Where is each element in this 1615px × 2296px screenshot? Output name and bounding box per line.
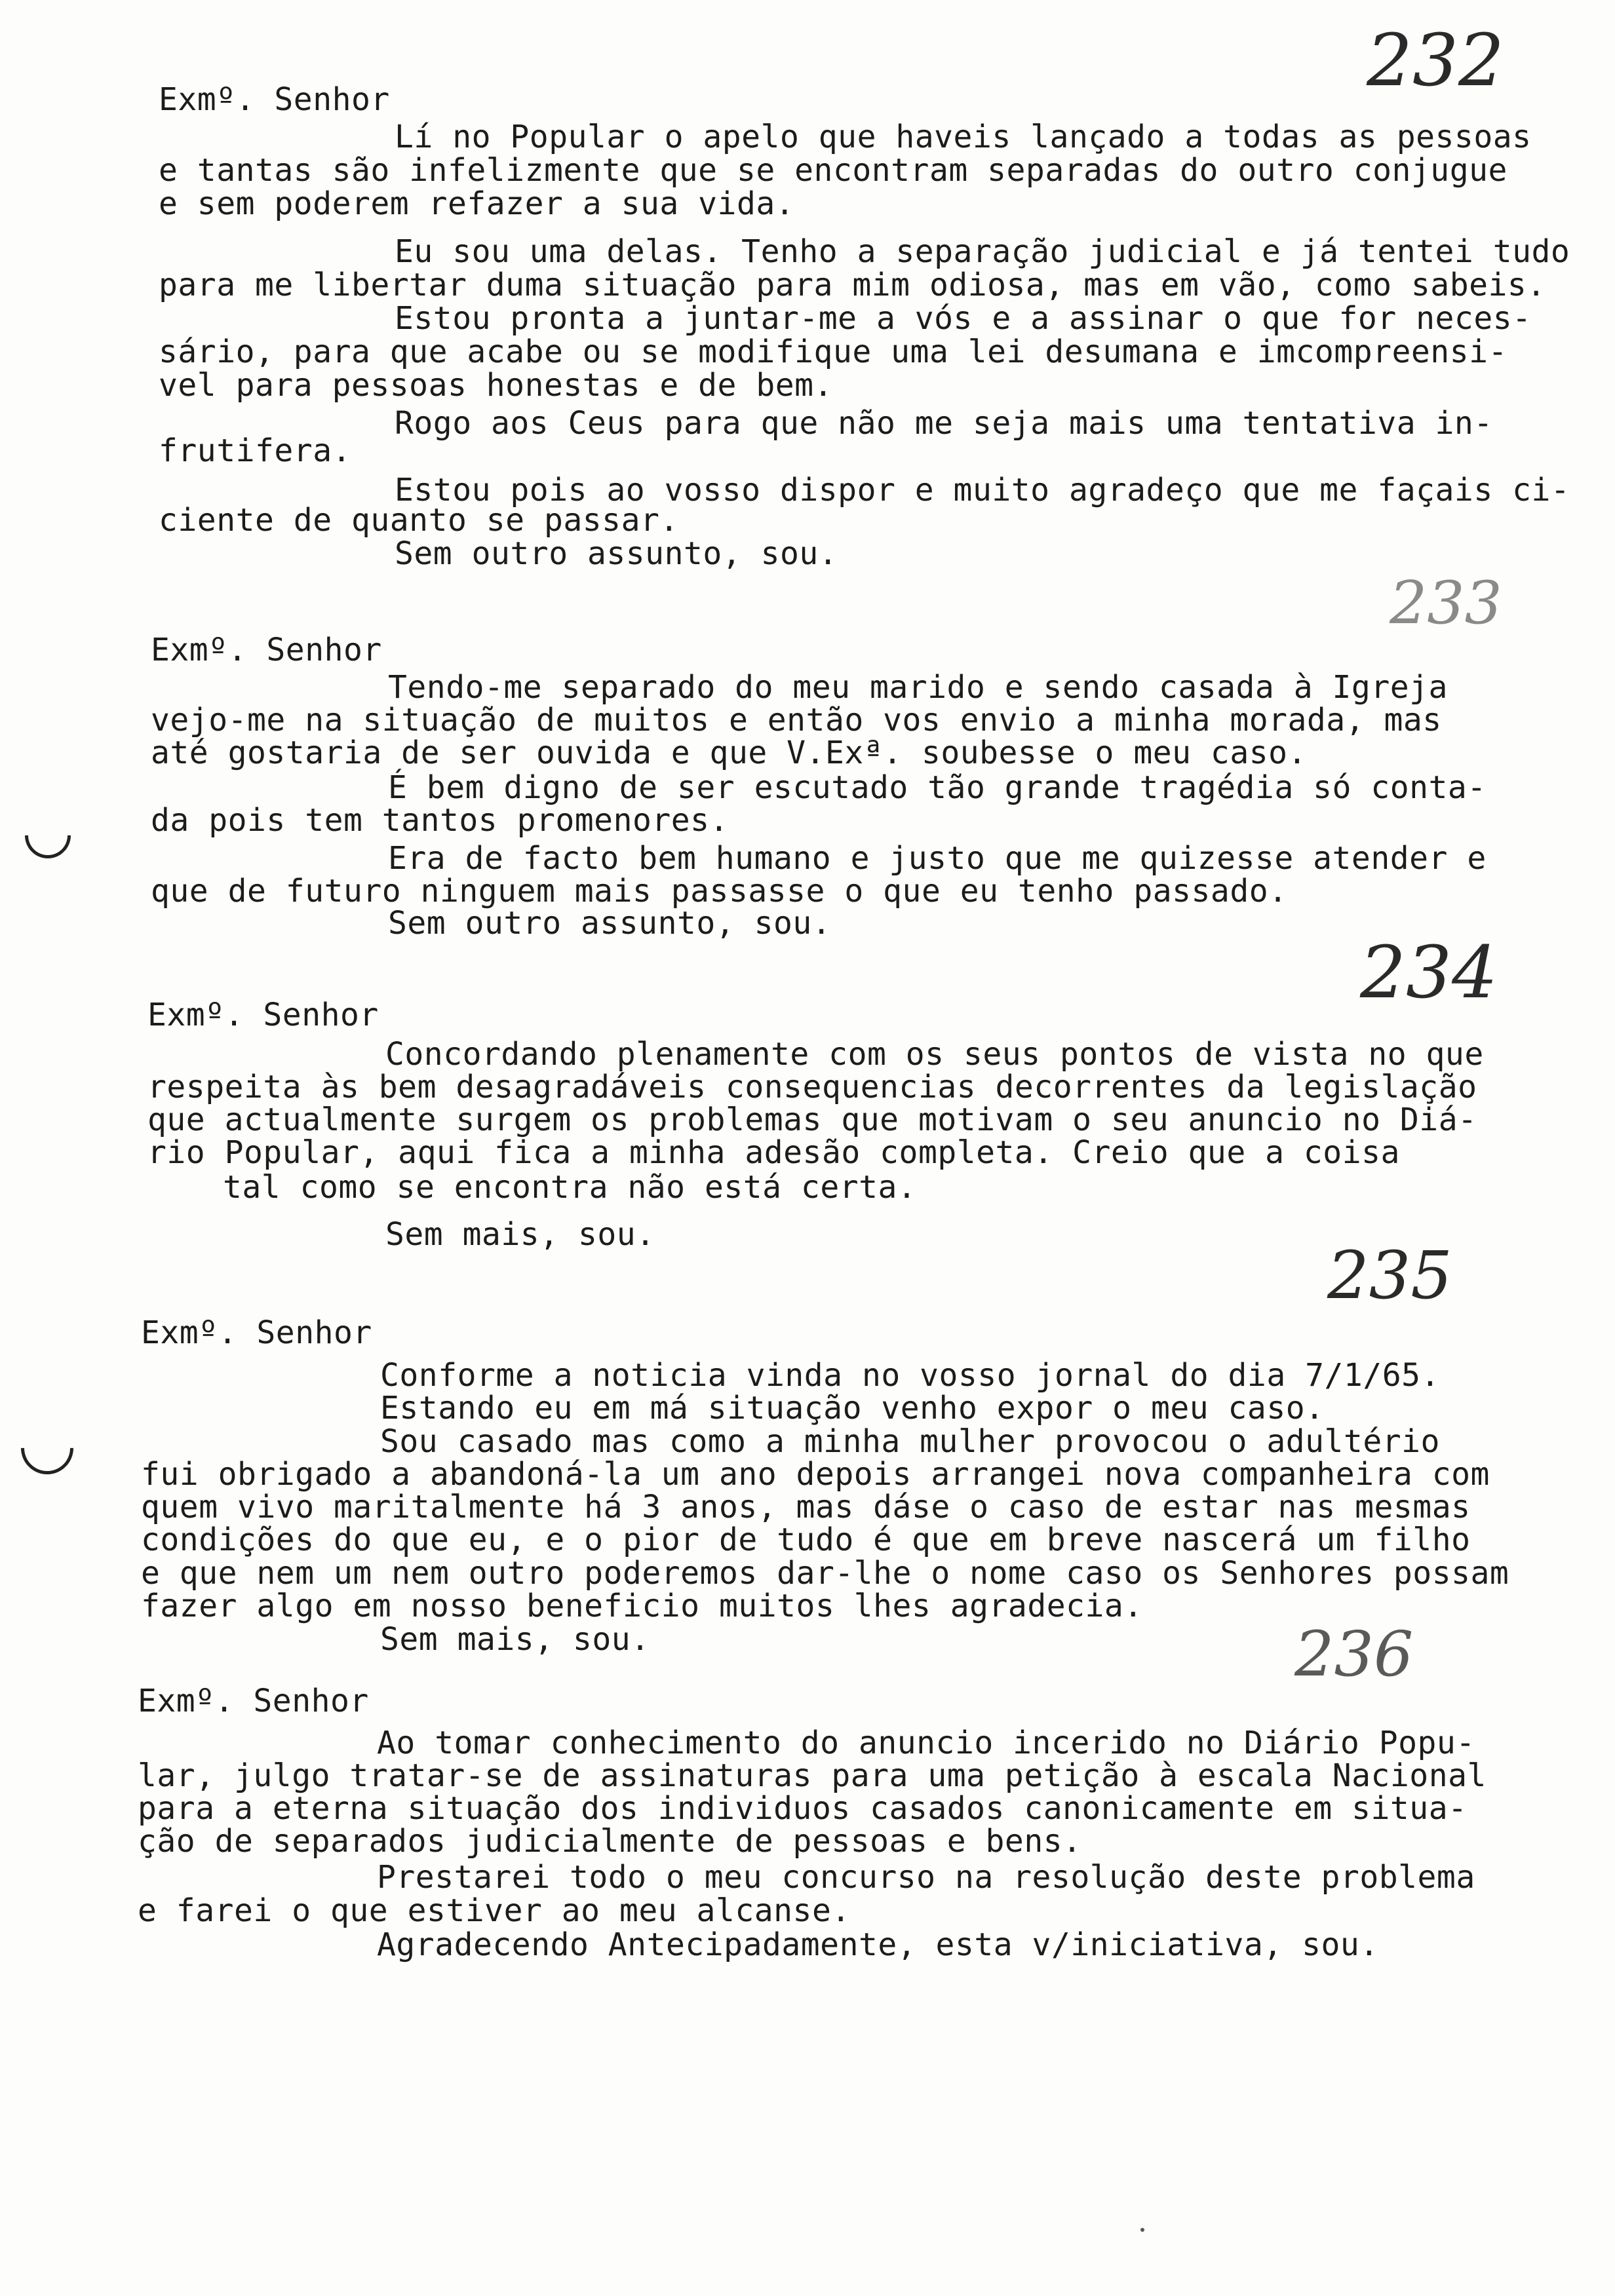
letter-line: Rogo aos Ceus para que não me seja mais uma tentativa in- xyxy=(395,405,1493,442)
letter-line: rio Popular, aqui fica a minha adesão completa. Creio que a coisa xyxy=(147,1134,1400,1171)
letter-line: que de futuro ninguem mais passasse o que eu tenho passado. xyxy=(151,873,1288,909)
punch-hole-mark xyxy=(16,803,81,868)
letter-line: e que nem um nem outro poderemos dar-lhe o nome caso os Senhores possam xyxy=(141,1555,1509,1592)
letter-line: vel para pessoas honestas e de bem. xyxy=(159,367,833,404)
handwritten-number: 233 xyxy=(1390,569,1502,638)
letter-line: Conforme a noticia vinda no vosso jornal do dia 7/1/65. xyxy=(380,1357,1440,1394)
letter-line: Tendo-me separado do meu marido e sendo casada à Igreja xyxy=(388,669,1448,706)
letter-line: Estou pois ao vosso dispor e muito agradeço que me façais ci- xyxy=(395,472,1570,508)
letter-line: e tantas são infelizmente que se encontram separadas do outro conjugue xyxy=(159,152,1508,189)
letter-line: Concordando plenamente com os seus pontos de vista no que xyxy=(385,1036,1484,1073)
handwritten-number: 232 xyxy=(1367,18,1504,102)
letter-line: É bem digno de ser escutado tão grande tragédia só conta- xyxy=(388,769,1487,806)
letter-line: frutifera. xyxy=(159,432,351,469)
letter-greeting: Exmº. Senhor xyxy=(147,997,379,1033)
letter-line: para a eterna situação dos individuos casados canonicamente em situa- xyxy=(138,1790,1468,1827)
letter-line: Sem outro assunto, sou. xyxy=(395,535,838,572)
letter-greeting: Exmº. Senhor xyxy=(138,1683,369,1719)
letter-line: lar, julgo tratar-se de assinaturas para uma petição à escala Nacional xyxy=(138,1757,1487,1794)
handwritten-number: 235 xyxy=(1327,1237,1452,1314)
punch-hole-mark xyxy=(10,1411,84,1485)
handwritten-number: 236 xyxy=(1294,1618,1414,1691)
letter-line: Agradecendo Antecipadamente, esta v/iniciativa, sou. xyxy=(377,1926,1379,1963)
letter-line: Era de facto bem humano e justo que me quizesse atender e xyxy=(388,840,1487,877)
paper-speck xyxy=(1140,2228,1144,2232)
letter-line: da pois tem tantos promenores. xyxy=(151,802,729,839)
letter-line: Sem outro assunto, sou. xyxy=(388,905,832,942)
letter-line: Eu sou uma delas. Tenho a separação judicial e já tentei tudo xyxy=(395,233,1570,270)
letter-line: para me libertar duma situação para mim odiosa, mas em vão, como sabeis. xyxy=(159,267,1546,303)
letter-line: Ao tomar conhecimento do anuncio incerido no Diário Popu- xyxy=(377,1725,1475,1761)
letter-line: e farei o que estiver ao meu alcanse. xyxy=(138,1892,851,1929)
letter-line: respeita às bem desagradáveis consequencias decorrentes da legislação xyxy=(147,1069,1477,1105)
letter-line: Lí no Popular o apelo que haveis lançado a todas as pessoas xyxy=(395,119,1532,155)
letter-line: tal como se encontra não está certa. xyxy=(223,1169,917,1206)
letter-line: Estou pronta a juntar-me a vós e a assinar o que for neces- xyxy=(395,300,1532,337)
letter-greeting: Exmº. Senhor xyxy=(151,632,382,668)
letter-line: Estando eu em má situação venho expor o meu caso. xyxy=(380,1390,1325,1426)
letter-line: fazer algo em nosso beneficio muitos lhes agradecia. xyxy=(141,1588,1143,1624)
letter-line: até gostaria de ser ouvida e que V.Exª. soubesse o meu caso. xyxy=(151,735,1307,771)
letter-line: fui obrigado a abandoná-la um ano depois arrangei nova companheira com xyxy=(141,1456,1490,1493)
letter-line: ciente de quanto se passar. xyxy=(159,502,679,539)
letter-greeting: Exmº. Senhor xyxy=(141,1314,372,1351)
letter-line: Sem mais, sou. xyxy=(385,1216,655,1253)
letter-line: quem vivo maritalmente há 3 anos, mas dáse o caso de estar nas mesmas xyxy=(141,1489,1471,1525)
letter-line: vejo-me na situação de muitos e então vos envio a minha morada, mas xyxy=(151,702,1442,738)
letter-line: que actualmente surgem os problemas que motivam o seu anuncio no Diá- xyxy=(147,1101,1477,1138)
letter-line: Sem mais, sou. xyxy=(380,1621,650,1658)
letter-line: Prestarei todo o meu concurso na resolução deste problema xyxy=(377,1859,1475,1896)
letter-line: e sem poderem refazer a sua vida. xyxy=(159,185,795,222)
letter-line: sário, para que acabe ou se modifique uma lei desumana e imcompreensi- xyxy=(159,334,1508,370)
letter-line: Sou casado mas como a minha mulher provocou o adultério xyxy=(380,1423,1440,1460)
letter-line: condições do que eu, e o pior de tudo é que em breve nascerá um filho xyxy=(141,1521,1471,1558)
letter-greeting: Exmº. Senhor xyxy=(159,81,390,118)
handwritten-number: 234 xyxy=(1360,930,1498,1014)
letter-line: ção de separados judicialmente de pessoas e bens. xyxy=(138,1823,1082,1860)
